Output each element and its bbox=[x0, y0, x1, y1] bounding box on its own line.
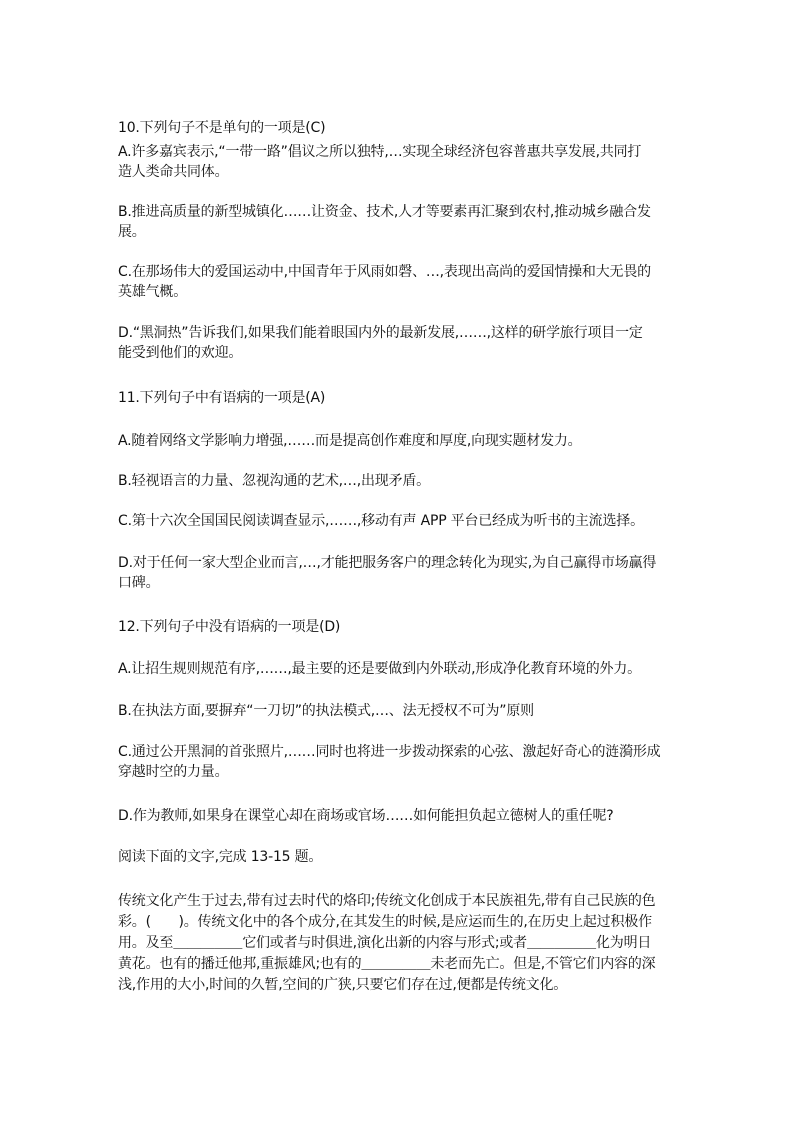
q11-option-d-cont: 口碑。 bbox=[118, 575, 160, 591]
q11-option-c: C.第十六次全国国民阅读调查显示,……,移动有声 APP 平台已经成为听书的主流选择。 bbox=[118, 513, 644, 529]
q11-option-d: D.对于任何一家大型企业而言,…,才能把服务客户的理念转化为现实,为自己赢得市场赢得 bbox=[118, 555, 657, 571]
q12-option-b: B.在执法方面,要摒弃“一刀切”的执法模式,…、法无授权不可为”原则 bbox=[118, 703, 534, 719]
q10-option-d: D.“黑洞热”告诉我们,如果我们能着眼国内外的最新发展,……,这样的研学旅行项目一定 bbox=[118, 325, 643, 341]
q12-option-d: D.作为教师,如果身在课堂心却在商场或官场……如何能担负起立德树人的重任呢? bbox=[118, 808, 614, 824]
reading-paragraph-line: 黄花。也有的播迁他邦,重振雄风;也有的＿＿＿＿＿未老而先亡。但是,不管它们内容的深 bbox=[118, 956, 656, 972]
reading-paragraph-line: 用。及至＿＿＿＿＿它们或者与时俱进,演化出新的内容与形式;或者＿＿＿＿＿化为明日 bbox=[118, 935, 652, 951]
reading-paragraph-line: 传统文化产生于过去,带有过去时代的烙印;传统文化创成于本民族祖先,带有自己民族的色 bbox=[118, 893, 656, 909]
q11-title: 11.下列句子中有语病的一项是(A) bbox=[118, 390, 326, 406]
q10-option-a: A.许多嘉宾表示,“一带一路”倡议之所以独特,…实现全球经济包容普惠共享发展,共同打 bbox=[118, 144, 642, 160]
reading-paragraph-line: 彩。( )。传统文化中的各个成分,在其发生的时候,是应运而生的,在历史上起过积极作 bbox=[118, 914, 652, 930]
q11-option-a: A.随着网络文学影响力增强,……而是提高创作难度和厚度,向现实题材发力。 bbox=[118, 433, 582, 449]
q12-title: 12.下列句子中没有语病的一项是(D) bbox=[118, 619, 341, 635]
reading-paragraph-line: 浅,作用的大小,时间的久暂,空间的广狭,只要它们存在过,便都是传统文化。 bbox=[118, 977, 568, 993]
q10-title: 10.下列句子不是单句的一项是(C) bbox=[118, 120, 326, 136]
reading-intro: 阅读下面的文字,完成 13-15 题。 bbox=[118, 849, 323, 865]
q10-option-c: C.在那场伟大的爱国运动中,中国青年于风雨如磬、…,表现出高尚的爱国情操和大无畏的 bbox=[118, 264, 651, 280]
q12-option-c: C.通过公开黑洞的首张照片,……同时也将进一步拨动探索的心弦、激起好奇心的涟漪形成 bbox=[118, 744, 661, 760]
q10-option-b: B.推进高质量的新型城镇化……让资金、技术,人才等要素再汇聚到农村,推动城乡融合发 bbox=[118, 204, 651, 220]
q12-option-c-cont: 穿越时空的力量。 bbox=[118, 764, 229, 780]
q12-option-a: A.让招生规则规范有序,……,最主要的还是要做到内外联动,形成净化教育环境的外力。 bbox=[118, 661, 641, 677]
q10-option-a-cont: 造人类命共同体。 bbox=[118, 164, 229, 180]
q10-option-d-cont: 能受到他们的欢迎。 bbox=[118, 345, 243, 361]
q11-option-b: B.轻视语言的力量、忽视沟通的艺术,…,出现矛盾。 bbox=[118, 473, 430, 489]
q10-option-c-cont: 英雄气概。 bbox=[118, 284, 187, 300]
q10-option-b-cont: 展。 bbox=[118, 224, 146, 240]
